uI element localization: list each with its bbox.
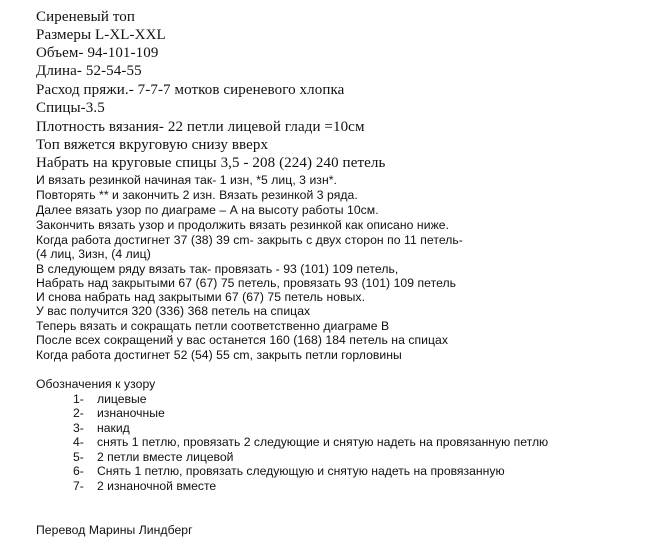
legend-item-number: 7-	[73, 479, 84, 493]
length-line: Длина- 52-54-55	[36, 63, 142, 79]
legend-item-number: 2-	[73, 406, 84, 420]
instruction-line: Теперь вязать и сокращать петли соответственно диаграме В	[36, 319, 390, 333]
gauge-line: Плотность вязания- 22 петли лицевой глади =10см	[36, 119, 365, 135]
legend-item-text: снять 1 петлю, провязать 2 следующие и снятую надеть на провязанную петлю	[97, 435, 549, 449]
cast-on-line: Набрать на круговые спицы 3,5 - 208 (224) 240 петель	[36, 155, 386, 171]
legend-item-text: 2 петли вместе лицевой	[97, 450, 234, 464]
instruction-line: В следующем ряду вязать так- провязать - 93 (101) 109 петель,	[36, 262, 399, 276]
legend-item-number: 4-	[73, 435, 84, 449]
legend-item-number: 6-	[73, 464, 84, 478]
doc-title: Сиреневый топ	[36, 9, 135, 25]
yarn-consumption-line: Расход пряжи.- 7-7-7 мотков сиреневого хлопка	[36, 82, 345, 98]
legend-item-number: 3-	[73, 421, 84, 435]
legend-item-number: 1-	[73, 392, 84, 406]
sizes-line: Размеры L-XL-XXL	[36, 27, 166, 43]
legend-item-text: Снять 1 петлю, провязать следующую и снятую надеть на провязанную	[97, 464, 505, 478]
instruction-line: Закончить вязать узор и продолжить вязать резинкой как описано ниже.	[36, 218, 450, 232]
legend-title: Обозначения к узору	[36, 377, 156, 391]
legend-item-text: накид	[97, 421, 130, 435]
instruction-line: Когда работа достигнет 52 (54) 55 cm, закрыть петли горловины	[36, 348, 402, 362]
instruction-line: И вязать резинкой начиная так- 1 изн, *5 лиц, 3 изн*.	[36, 173, 337, 187]
legend-item-text: 2 изнаночной вместе	[97, 479, 217, 493]
construction-line: Топ вяжется вкруговую снизу вверх	[36, 137, 269, 153]
translator-credit: Перевод Марины Линдберг	[36, 523, 193, 537]
instruction-line: (4 лиц, 3изн, (4 лиц)	[36, 247, 151, 261]
legend-item-number: 5-	[73, 450, 84, 464]
instruction-line: Когда работа достигнет 37 (38) 39 cm- закрыть с двух сторон по 11 петель-	[36, 233, 463, 247]
volume-line: Объем- 94-101-109	[36, 45, 159, 61]
instruction-line: У вас получится 320 (336) 368 петель на спицах	[36, 304, 311, 318]
legend-item-text: изнаночные	[97, 406, 165, 420]
legend-item-text: лицевые	[97, 392, 147, 406]
instruction-line: Далее вязать узор по диаграме – А на высоту работы 10см.	[36, 203, 379, 217]
instruction-line: И снова набрать над закрытыми 67 (67) 75 петель новых.	[36, 290, 366, 304]
instruction-line: Набрать над закрытыми 67 (67) 75 петель, провязать 93 (101) 109 петель	[36, 276, 457, 290]
instruction-line: Повторять ** и закончить 2 изн. Вязать резинкой 3 ряда.	[36, 188, 358, 202]
instruction-line: После всех сокращений у вас останется 160 (168) 184 петель на спицах	[36, 333, 448, 347]
needles-line: Спицы-3.5	[36, 100, 105, 116]
